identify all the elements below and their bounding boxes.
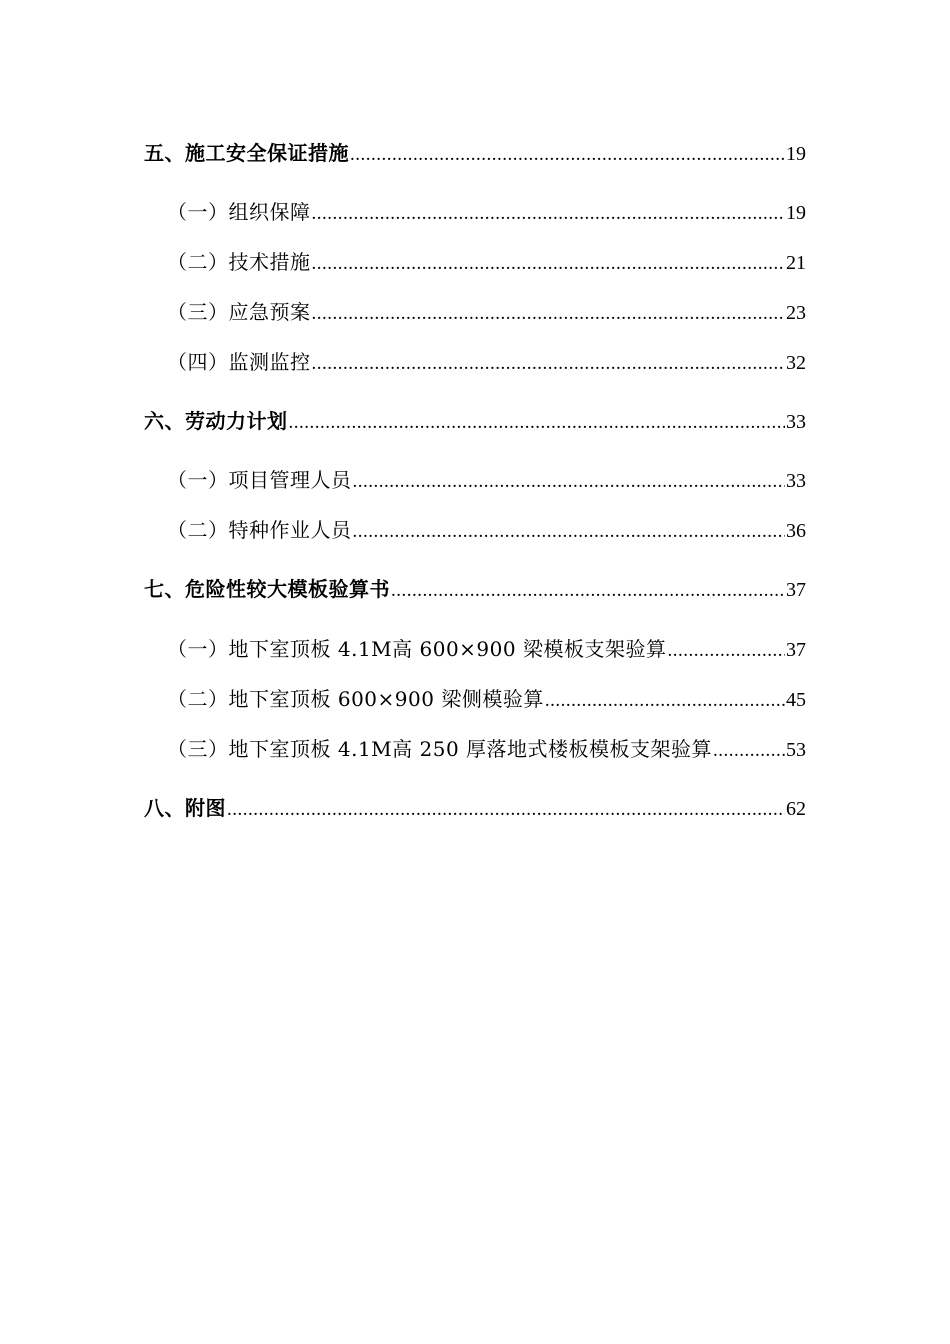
toc-entry-label: （三）地下室顶板 4.1M高 250 厚落地式楼板模板支架验算 (167, 737, 713, 761)
toc-entry-label: （二）地下室顶板 600×900 梁侧模验算 (167, 687, 544, 711)
toc-leader-dots (391, 580, 785, 602)
toc-leader-dots (312, 303, 786, 325)
toc-entry-label: 五、施工安全保证措施 (144, 141, 349, 165)
toc-entry-label: 七、危险性较大模板验算书 (144, 577, 390, 601)
toc-entry-page: 45 (786, 689, 806, 711)
toc-entry-label: （二）特种作业人员 (167, 518, 352, 542)
toc-entry[interactable] (167, 514, 806, 544)
toc-entry-label: （一）地下室顶板 4.1M高 600×900 梁模板支架验算 (167, 637, 667, 661)
toc-entry-page: 23 (786, 302, 806, 324)
toc-entry-page: 53 (786, 739, 806, 761)
toc-entry-page: 33 (786, 470, 806, 492)
toc-entry-page: 19 (786, 143, 806, 165)
toc-entry-label: 六、劳动力计划 (144, 409, 288, 433)
toc-entry-page: 32 (786, 352, 806, 374)
toc-entry[interactable] (167, 246, 806, 276)
toc-entry-page: 21 (786, 252, 806, 274)
toc-entry-label: （四）监测监控 (167, 350, 311, 374)
toc-entry-page: 19 (786, 202, 806, 224)
toc-entry[interactable] (167, 733, 806, 763)
toc-entry[interactable] (144, 573, 806, 603)
toc-entry[interactable] (167, 633, 806, 663)
toc-entry-page: 33 (786, 411, 806, 433)
toc-entry-label: （二）技术措施 (167, 250, 311, 274)
toc-leader-dots (667, 640, 785, 662)
toc-entry[interactable] (167, 196, 806, 226)
toc-leader-dots (312, 253, 786, 275)
toc-leader-dots (312, 203, 786, 225)
toc-leader-dots (312, 353, 786, 375)
toc-entry[interactable] (167, 346, 806, 376)
toc-entry-label: （一）组织保障 (167, 200, 311, 224)
toc-leader-dots (713, 740, 785, 762)
toc-entry[interactable] (144, 137, 806, 167)
toc-entry-page: 37 (786, 579, 806, 601)
toc-leader-dots (353, 471, 786, 493)
toc-leader-dots (545, 690, 785, 712)
toc-entry[interactable] (144, 405, 806, 435)
toc-leader-dots (289, 412, 786, 434)
toc-entry[interactable] (167, 464, 806, 494)
toc-entry[interactable] (167, 296, 806, 326)
toc-entry-label: （三）应急预案 (167, 300, 311, 324)
toc-entry-page: 36 (786, 520, 806, 542)
toc-entry-page: 37 (786, 639, 806, 661)
toc-entry-page: 62 (786, 798, 806, 820)
toc-leader-dots (353, 521, 786, 543)
toc-entry-label: 八、附图 (144, 796, 226, 820)
toc-entry-label: （一）项目管理人员 (167, 468, 352, 492)
toc-leader-dots (350, 144, 785, 166)
toc-entry[interactable] (167, 683, 806, 713)
toc-leader-dots (227, 799, 785, 821)
toc-entry[interactable] (144, 792, 806, 822)
